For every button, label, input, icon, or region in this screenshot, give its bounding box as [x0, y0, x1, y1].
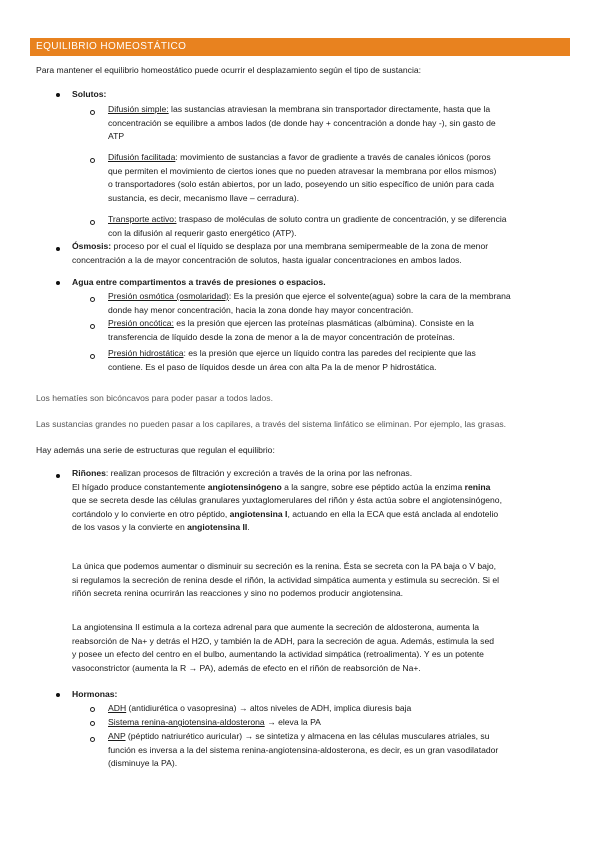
- estructuras-intro: Hay además una serie de estructuras que regulan el equilibrio:: [36, 445, 275, 455]
- renina-paragraph: La única que podemos aumentar o disminuir su secreción es la renina. Ésta se secreta con la PA baja o V bajo, si regulamos la secreción de renina desde el riñón, la actividad simpática aumenta y estimula su secreción. Si el riñón secreta renina ocurrirán las reacciones y sino no podemos producir angiotensina.: [72, 561, 500, 599]
- difusion-simple: Difusión simple: las sustancias atraviesan la membrana sin transportador directamente, hasta que la concentración se equilibre a ambos lados (de donde hay + concentración a donde hay -), sin gasto de ATP: [108, 104, 496, 142]
- intro-text: Para mantener el equilibrio homeostático puede ocurrir el desplazamiento según el tipo de sustancia:: [36, 65, 422, 75]
- osmosis: Ósmosis: proceso por el cual el líquido se desplaza por una membrana semipermeable de la zona de menor concentración a la de mayor concentración de solutos, hasta igualar concentraciones en ambos lados.: [72, 241, 489, 265]
- sub-bullet: [90, 721, 95, 726]
- agua-title: Agua entre compartimentos a través de presiones o espacios.: [72, 277, 326, 287]
- presion-hidrostatica: Presión hidrostática: es la presión que ejerce un líquido contra las paredes del recipiente que las contiene. Es el paso de líquidos desde un área con alta Pa la de menor P hidrostática.: [108, 348, 476, 372]
- angiotensina-paragraph: La angiotensina II estimula a la corteza adrenal para que aumente la secreción de aldosterona, aumenta la reabsorción de Na+ y detrás el H2O, y también la de ADH, para la secreción de agua. Además, estimula la sed y posee un efecto del centro en el bulbo, aumentando la actividad simpática (retroalimenta). Y es un potente vasoconstrictor (aumenta la R → PA), además de efecto en el riñón de reabsorción de Na+.: [72, 622, 495, 673]
- solutos-title: Solutos:: [72, 89, 107, 99]
- sub-bullet: [90, 324, 95, 329]
- hormona-raa: Sistema renina-angiotensina-aldosterona → eleva la PA: [108, 717, 321, 727]
- sub-bullet: [90, 297, 95, 302]
- note-sustancias: Las sustancias grandes no pueden pasar a los capilares, a través del sistema linfático se eliminan. Por ejemplo, las grasas.: [36, 419, 507, 429]
- sub-bullet: [90, 707, 95, 712]
- sub-bullet: [90, 110, 95, 115]
- section-header: [30, 38, 570, 56]
- sub-bullet: [90, 158, 95, 163]
- hormona-adh: ADH (antidiurética o vasopresina) → altos niveles de ADH, implica diuresis baja: [108, 703, 412, 713]
- transporte-activo: Transporte activo: traspaso de moléculas de soluto contra un gradiente de concentración, y se diferencia con la difusión al requerir gasto energético (ATP).: [108, 214, 507, 238]
- bullet-rinones: [56, 474, 60, 478]
- bullet-agua: [56, 281, 60, 285]
- sub-bullet: [90, 220, 95, 225]
- rinones-paragraph: Riñones: realizan procesos de filtración y excreción a través de la orina por las nefronas. El hígado produce constantemente angiotensinógeno a la sangre, sobre ese péptido actúa la enzima renina que se secreta desde las células granulares yuxtaglomerulares del riñón y ésta actúa sobre el angiotensinógeno, cortándolo y lo convierte en otro péptido, angiotensina I, actuando en ella la ECA que está anclada al endotelio de los vasos y la convierte en angiotensina II.: [72, 468, 502, 533]
- sub-bullet: [90, 354, 95, 359]
- sub-bullet: [90, 737, 95, 742]
- bullet-solutos: [56, 93, 60, 97]
- bullet-hormonas: [56, 693, 60, 697]
- section-title: EQUILIBRIO HOMEOSTÁTICO: [36, 41, 187, 52]
- presion-oncotica: Presión oncótica: es la presión que ejercen las proteínas plasmáticas (albúmina). Consiste en la transferencia de líquido desde la zona de menor a la de mayor concentración de proteínas.: [108, 318, 474, 342]
- presion-osmotica: Presión osmótica (osmolaridad): Es la presión que ejerce el solvente(agua) sobre la cara de la membrana donde hay menor concentración, hacia la zona donde hay mayor concentración.: [108, 291, 511, 315]
- hormonas-title: Hormonas:: [72, 689, 118, 699]
- difusion-facilitada: Difusión facilitada: movimiento de sustancias a favor de gradiente a través de canales iónicos (poros que permiten el movimiento de ciertos iones que no pueden atravesar la membrana por ellos mismos) o transportadores (solo están abiertos, por un lado, poseyendo un sitio específico de unión para cada sustancia, es decir, mecanismo llave – cerradura).: [108, 152, 497, 203]
- hormona-anp: ANP (péptido natriurético auricular) → se sintetiza y almacena en las células musculares atriales, su función es inversa a la del sistema renina-angiotensina-aldosterona, es decir, es un gran vasodilatador (disminuye la PA).: [108, 731, 499, 769]
- note-hematies: Los hematíes son bicóncavos para poder pasar a todos lados.: [36, 393, 273, 403]
- bullet-osmosis: [56, 247, 60, 251]
